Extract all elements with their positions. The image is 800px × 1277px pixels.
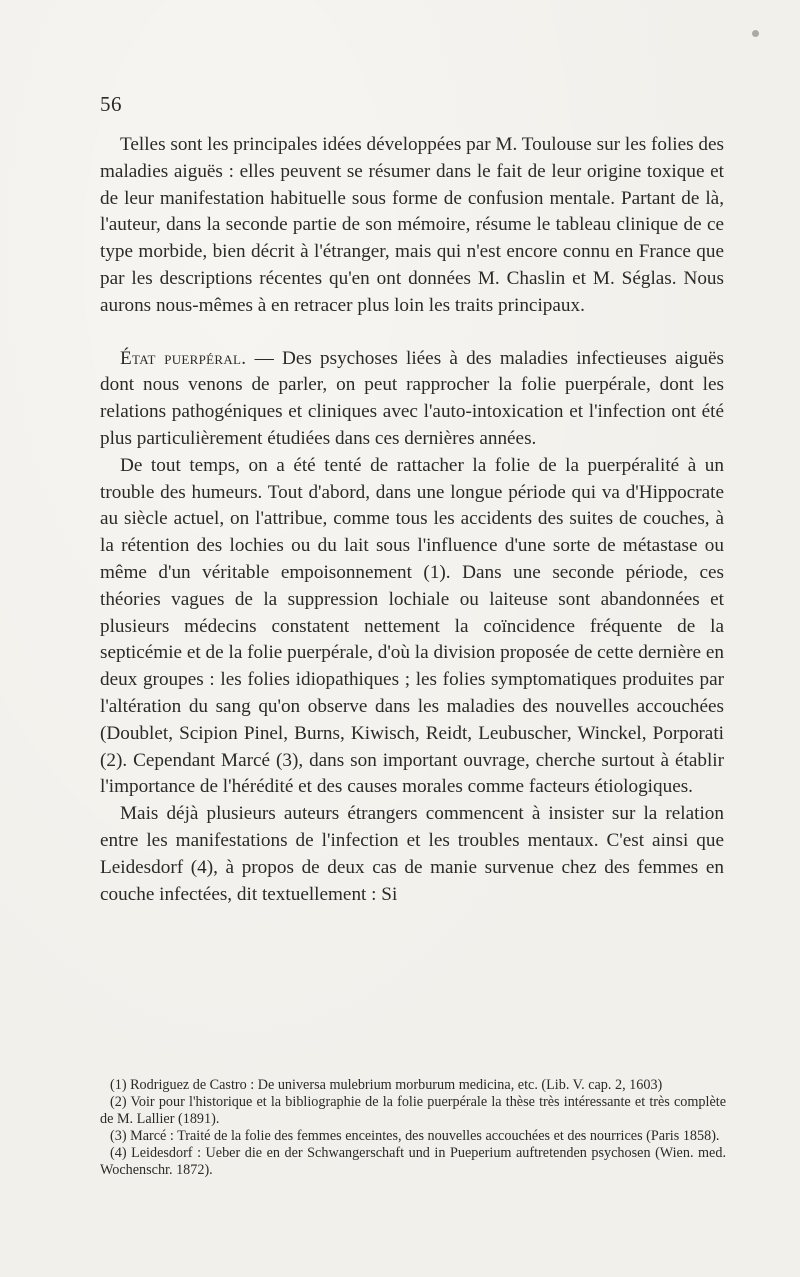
footnote-1: (1) Rodriguez de Castro : De universa mulebrium morburum medicina, etc. (Lib. V. cap. 2, 1603) (110, 1077, 663, 1093)
paragraph-2-body: — Des psychoses liées à des maladies infectieuses aiguës dont nous venons de parler, on peut rapprocher la folie puerpérale, dont les relations pathogéniques et cliniques avec l'auto-intoxication et l'infection ont été plus particulièrement étudiées dans ces dernières années. (100, 347, 724, 449)
section-heading: État puerpéral. (120, 347, 247, 369)
footnote-2: (2) Voir pour l'historique et la bibliographie de la folie puerpérale la thèse très intéressante et très complète de M. Lallier (1891). (100, 1094, 726, 1127)
footnote-4: (4) Leidesdorf : Ueber die en der Schwangerschaft und in Pueperium auftretenden psychosen (Wien. med. Wochenschr. 1872). (100, 1145, 726, 1178)
paragraph-1: Telles sont les principales idées développées par M. Toulouse sur les folies des maladies aiguës : elles peuvent se résumer dans le fait de leur origine toxique et de leur manifestation habituelle sous forme de confusion mentale. Partant de là, l'auteur, dans la seconde partie de son mémoire, résume le tableau clinique de ce type morbide, bien décrit à l'étranger, mais qui n'est encore connu en France que par les descriptions récentes qu'en ont données M. Chaslin et M. Séglas. Nous aurons nous-mêmes à en retracer plus loin les traits principaux. (100, 134, 724, 316)
paragraph-3: De tout temps, on a été tenté de rattacher la folie de la puerpéralité à un trouble des humeurs. Tout d'abord, dans une longue période qui va d'Hippocrate au siècle actuel, on l'attribue, comme tous les accidents des suites de couches, à la rétention des lochies ou du lait sous l'influence d'une sorte de métastase ou même d'un véritable empoisonnement (1). Dans une seconde période, ces théories vagues de la suppression lochiale ou laiteuse sont abandonnées et plusieurs médecins constatent nettement la coïncidence fréquente de la septicémie et de la folie puerpérale, d'où la division proposée de cette dernière en deux groupes : les folies idiopathiques ; les folies symptomatiques produites par l'altération du sang qu'on observe dans les maladies des nouvelles accouchées (Doublet, Scipion Pinel, Burns, Kiwisch, Reidt, Leubuscher, Winckel, Porporati (2). Cependant Marcé (3), dans son important ouvrage, cherche surtout à établir l'importance de l'hérédité et des causes morales comme facteurs étiologiques. (100, 454, 724, 798)
footnotes (100, 1077, 726, 1179)
page-number: 56 (100, 92, 122, 116)
paragraph-4: Mais déjà plusieurs auteurs étrangers commencent à insister sur la relation entre les manifestations de l'infection et les troubles mentaux. C'est ainsi que Leidesdorf (4), à propos de deux cas de manie survenue chez des femmes en couche infectées, dit textuellement : Si (100, 803, 724, 905)
ink-spot (752, 30, 759, 37)
paragraph-etat-puerperal (100, 346, 724, 453)
footnote-3: (3) Marcé : Traité de la folie des femmes enceintes, des nouvelles accouchées et des nourrices (Paris 1858). (110, 1128, 720, 1144)
main-text (100, 132, 724, 908)
